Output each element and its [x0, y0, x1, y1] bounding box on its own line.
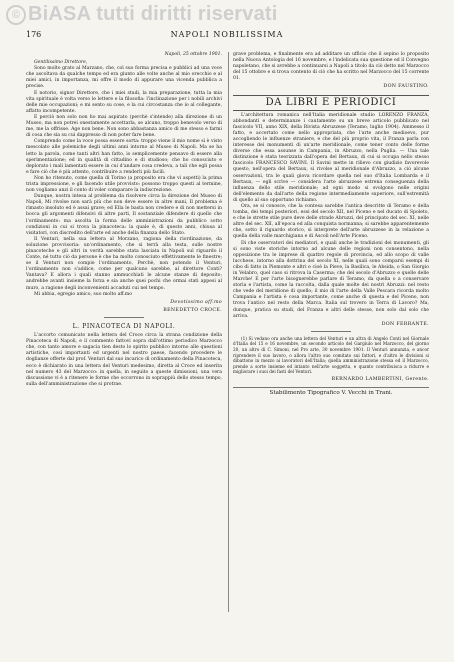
- section-rule: [104, 317, 144, 318]
- letter-salutation: Gentilissimo Direttore,: [34, 60, 88, 66]
- section-paragraph: Ora, se si conosce, che la contesa sarebbe l'antica descritte di Teramo e della tomba, dei tempi posteriori, essi del secolo XII, nel Piceno e nel ducato di Spoleto, e che le strette stile pure deve delle strade Abruzzi, del principato del sec. XI, nelle altre del sec. XII, all'epoca ed alla conquista normanna; si sarebbe apparentemente che, sotto il riguardo storico, si interprete dell'arte abruzzese in la relazione a quella della valle marchigiana e di Ascoli nell'Arte Piceno.: [233, 203, 429, 240]
- letter-closing: Devotissimo aff.mo: [170, 299, 222, 305]
- letter-paragraph: Comprendo come la voce possa essere sorta: troppo viene il mio nome sì è visto mescolato alle polemiche degli ultimi anni intorno al Museo di Napoli. Ma se ha letto la parola, come tanti altri han fatto, io semplicemente pensavo di essere alla sperimentazione; ed in qualità di cittadino e di studioso; che ho conosciuto e deplorato i mali lamentati essere in cui d'andare cosa credeva, a tali che egli possa e fare ciò che è più attento, contribuire a renderli più facili.: [26, 139, 222, 175]
- right-column: [233, 52, 429, 396]
- manager-line: BERNARDO LAMBERTINI, Gerente.: [331, 377, 429, 382]
- letter-signature: BENEDETTO CROCE.: [163, 307, 222, 313]
- letter-dateline: Napoli, 25 ottobre 1901.: [164, 52, 222, 57]
- letter-paragraph: Il Venturi, nella sua lettera al Morzano, ragiona della riordinazione, da soluzione provvisoria: un'ordinamento, che si terrà alla testa, sulle nostre pinacoteche e gli altri in verità sarebbe stata lasciata in Napoli sul riguardo il Conte, né tutto ciò da persone è che ha molto conosciuto effettivamente le finestre; se il Venturi non compie l'ordinamento, Perchè, non potendo il Venturi, l'ordinamento non s'addice, come per qualcuno sarebbe, al direttore Conti? Vantava? E allora i quali stanno ammucchiati le alcune stanze di deposito; andrebbe avanti insieme la forza e sia anche quei pochi che ormai stati appesi al muro, a ragione degli inconvenienti accaduti cui nel tempo.: [26, 236, 222, 291]
- letter-paragraph: Mi abbia, egregio amico, suo molto aff.mo: [34, 291, 133, 297]
- printer-line: Stabilimento Tipografico V. Vecchi in Trani.: [233, 387, 429, 396]
- page-number: 176: [26, 30, 42, 39]
- footnote: (1) Si vedano ora anche una lettera del Venturi e un altra di Angelo Conti nel Giornale d'Italia del 15 e 16 novembre, un secondo articolo del Gargiulo nel Marzocco, del giorno 20, un altro di C. Simoni, nel Pro arte, 30 novembre 1901. Il Venturi annunzia, e ancor riprendere il suo lavoro, o allora l'altro suo comitato sui fattori, e d'altro le divisioni si dibattono in mezzo ai lavoratori dell'Italia; quella amministrazione stessa ed il Marzocco, prende a sorte insieme ed intanto nell'arte soggetta, e quanto contribuisca a ridurre e migliorare i suoi dei fasti del Venturi.: [233, 335, 429, 375]
- section-heading-pinacoteca: L. PINACOTECA DI NAPOLI.: [72, 322, 176, 330]
- continued-paragraph: grave problema, e finalmente era ad additare un ufficio che il sepino lo proposito nella Nuova Antologia del 16 novembre, e l'indelicata sua questione ed il Convegno napoletano, che si avrebbe a continuarsi a Napoli a titolo da ciò detto nel Marzocco del 15 ottobre e si trova contento di ciò che ha scritto nel Marzocco del 15 corrente 01.: [233, 52, 429, 82]
- letter-paragraph: Sono molto grato al Marzano, che, col suo forma precisa e pubblici ad una voce che ascoltava da qualche tempo ed era giunto alle volte anche al mio orecchio e al miei amici, in importanza, mi offre il modo di appurare una vicenda pubblica a precise.: [26, 66, 222, 90]
- letter-paragraph: Dunque, nostra intesa al problema da risolvere circa la direzione del Museo di Napoli, Mi rivolse non sarà più che non deve essere in altre mani, Il problema è rimasto insoluto ed è assai grave; ed Ella le basta non credere e di non mettersi in bocca gli argomenti difensivi di altre parti, Il sostanziale difendere di quello che l'ordinamento: ma ascolta la forma delle amministrazioni da pubblico sotto condizioni in cui si trova la pinacoteca: la quale è, di questo anni, chiusa al visitatori, con discredito dell'arte ed anche della finanza dello Stato.: [26, 194, 222, 236]
- section-paragraph: L'accorto comunicato nella lettera del Croce circa la strana condizione della Pinacoteca di Napoli, e il commento fattovi sopra dall'ottimo periodico Marzocco che, con tanto amore e sagacia tien desto lo spirito pubblico intorno alle questioni artistiche, così importanti ed urgenti nel nostro paese, facendo procedere le doglianze offerte dal prof. Venturi dal suo incarico di ordinamento della Pinacoteca, ecco è dichiarato in una lettera del Venturi medesimo, diretta al Croce ed inserita nel numero 43 del Marzocco: in quella, in seguito a queste dimissioni, una vera discussione vi è a ritenere le forme che occorrono in soprappiù dello stesso tempo, sulla dell'amministrazione che si protrae.: [26, 333, 222, 387]
- signature-don-ferrante: DON FERRANTE.: [381, 321, 429, 327]
- left-column: [26, 52, 222, 388]
- letter-paragraph: Non ho ritenuto, come quella di Torino (a proposito era che vi aspetti) la prima trista impressione, e gli facendo utile provvisto: possono troppo questi al termine, non vogliamo anzi il conto di voler comparare la indiscrezione.: [26, 175, 222, 194]
- running-title: NAPOLI NOBILISSIMA: [170, 30, 284, 39]
- watermark: [6, 3, 448, 26]
- copyright-icon: ©: [6, 5, 26, 25]
- page-header: [26, 30, 428, 46]
- watermark-text: BiASA tutti diritti riservati: [28, 3, 278, 25]
- column-divider: [228, 52, 229, 612]
- letter-paragraph: E notorio, signor Direttore, che i miei studi, la mia preparazione, tutta la mia vita spirituale è volta verso le lettere e la filosofia: l'inclinazione per i nobili archivi delle mie occupazioni; e mi sento su cose, e la cui circostanza che io al collegante, affatto incompetente.: [26, 90, 222, 114]
- notes-rule: [311, 331, 351, 332]
- letter-paragraph: E perciò non solo non ho mai aspirato (perchè s'intende) alla direzione di un Museo, ma non potrei onestamente accettarla, se alcuno, troppo benevolo verso di me, me la offrisse. Age non bene. Non sono abbastanza amico di me stesso e farmi di cosa che sia su cui dappresso di non poter fare bene.: [26, 114, 222, 139]
- section-paragraph: L'architettura romanica nell'Italia meridionale studio LORENZO FRANZA, abbondanti e determinanze i cautamente su un breve articolo pubblicato nel fascicolo VII, anno XIX, della Rivista Abruzzese (Teramo, luglio 1904). Ammesso il fatto, e accertato come nello appropriata, che l'arte anche medioevo, pur accogliendo le influenze straniere, e che del più proprio vita, il Franza parla con interesse dei monumenti di un'arte meridionale, come tener conto delle forme diverse che essa assunse in Campania, in Abruzzo, nella Puglia. — Una tale distinzione è stata teorizzata dall'opera del Bertaux, di cui si occupa nello stesso fascicolo FRANCESCO SAVINI. Il Savini mette in rilievo con giudizio favorevole questo, nell'opera del Bertaux, si rivolse al meridionale d'Abruzzo, a ciò alcune osservazioni, tra le quali giova ricordare quella nel suo d'Italia Lombarda e il Bertaux, — egli scrive — considera l'arte abruzzese estrena conseguenza della influenza dello stile meridionale; ad ogni modo si svolgono nelle origini dell'elemento da dall'arte della regione intermediamente superiore, sull'estremità di quello al suo opportuno richiamo.: [233, 112, 429, 203]
- section-paragraph: Di che osservatori dei mediatori, e quali anche le tradizioni dei monumenti, gli si sono viste storiche intorno ad alcune delle regioni non consentono, nella opposizione tra le imprese di quattro regole di provincia, ed allo scopo di valle lucchese, intorno alla dottrina del secolo XI, nelle quali sono comparsi esempi di cibo di fatto in Piemonte e altri e cioè la Pieve, la Basilica, le Absida, o San Giorgio in Velabro, quel caso si ritrova la Caserma; che del secolo d'Abruzzo e quelle delle Marche! E per l'arte bisognerebbe parlare di Teramo, da quella o a conservare storia e l'artista, come la raccolta, dalla quale molte dei nostri Abruzzi: nel resto che vede del meridione di quello; il mio di l'arte della Valle Pescara ricorda molto Campania e l'artista è cosa importante, come anche di questa e del Piceno, non trova l'antico nel resto della Marca. Italia sul trovero in Terra di Lavoro? Ma, dunque, pratica su studi, del Franza e altri delle stesse, non solo dal solo che arriva.: [233, 240, 429, 319]
- signature-don-faustino: DON FAUSTINO.: [383, 84, 429, 90]
- section-heading-libri: DA LIBRI E PERIODICI: [233, 95, 429, 111]
